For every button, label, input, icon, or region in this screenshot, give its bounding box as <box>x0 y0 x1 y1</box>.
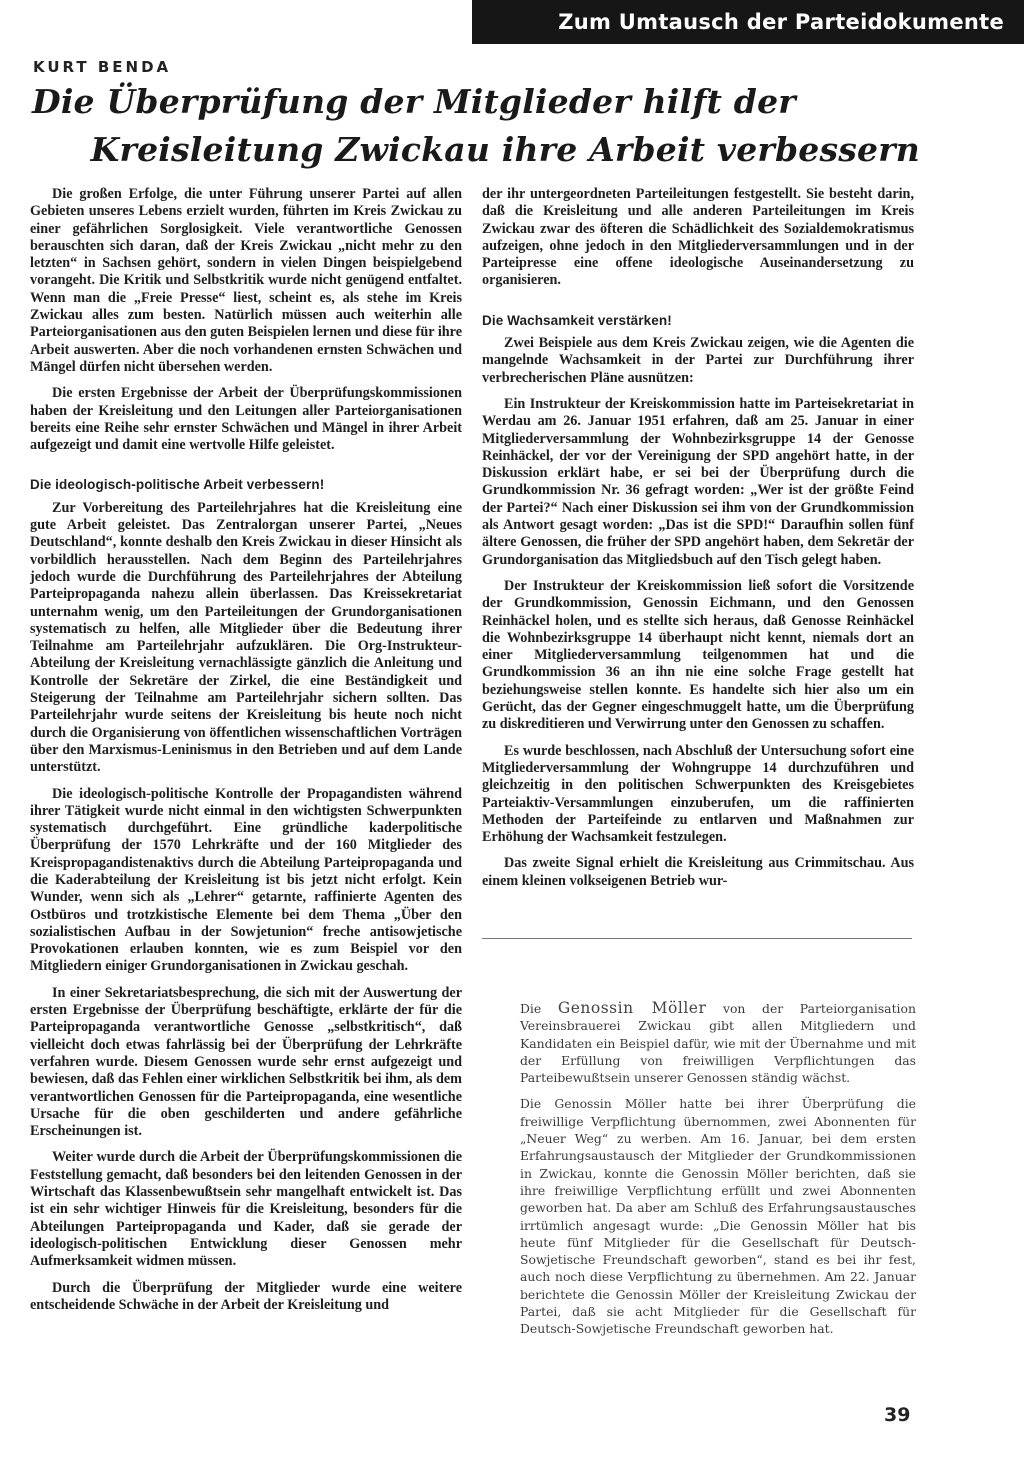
paragraph: Das zweite Signal erhielt die Kreisleitung aus Crimmitschau. Aus einem kleinen volkseigenen Betrieb wur- <box>482 855 914 889</box>
paragraph: Der Instrukteur der Kreiskommission ließ sofort die Vorsitzende der Grundkommission, Genossin Eichmann, und den Genossen Reinhäckel holen, und es stellte sich heraus, daß Genosse Reinhäckel die Wohnbezirksgruppe 14 überhaupt nicht kennt, niemals dort an einer Mitgliederversammlung teilgenommen hat und die Grundkommission 36 an ihn nie eine solche Frage gestellt hat beziehungsweise stellen konnte. Es handelte sich hier also um ein Gerücht, das der Gegner eingeschmuggelt hatte, um die Überprüfung zu diskreditieren und Verwirrung unter den Genossen zu schaffen. <box>482 577 914 733</box>
sidebar-lead-word: Die <box>520 1001 542 1016</box>
paragraph: Ein Instrukteur der Kreiskommission hatte im Parteisekretariat in Werdau am 26. Januar 1951 erfahren, daß am 25. Januar in einer Mitgliederversammlung der Wohnbezirksgruppe 14 der Genosse Reinhäckel, der vor der Vereinigung der SPD angehört hatte, in der Diskussion erklärt habe, er sei bei der Überprüfung durch die Grundkommission Nr. 36 gefragt worden: „Wer ist der größte Feind der Partei?“ Nach einer Diskussion sei ihm von der Grundkommission als Antwort gesagt worden: „Das ist die SPD!“ Daraufhin sollen fünf ältere Genossen, die früher der SPD angehört haben, dem Sekretär der Grundorganisation das Mitgliedsbuch auf den Tisch gelegt haben. <box>482 395 914 568</box>
left-column <box>30 186 462 1323</box>
paragraph: In einer Sekretariatsbesprechung, die sich mit der Auswertung der ersten Ergebnisse der Überprüfung beschäftigte, erklärte der für die Parteipropaganda verantwortliche Genosse „selbstkritisch“, daß vielleicht doch etwas fahrlässig bei der Überprüfung der Lehrkräfte verfahren wurde. Diesem Genossen wurde sehr ernst aufgezeigt und bewiesen, daß das Fehlen einer wirklichen Selbstkritik bei ihm, als dem verantwortlichen Genossen für die Parteipropaganda, eine wesentliche Ursache für die oben geschilderten und andere gefährliche Erscheinungen ist. <box>30 984 462 1140</box>
sidebar-paragraph: Die Genossin Möller hatte bei ihrer Überprüfung die freiwillige Verpflichtung übernommen, zwei Abonnenten für „Neuer Weg“ zu werben. Am 16. Januar, bei dem ersten Erfahrungsaustausch der Mitglieder der Grundkommissionen in Zwickau, konnte die Genossin Möller berichten, daß sie ihre freiwillige Verpflichtung erfüllt und zwei Abonnenten geworben hat. Da aber am Schluß des Erfahrungsaustausches irrtümlich angesagt wurde: „Die Genossin Möller hat bis heute fünf Mitglieder für die Gesellschaft für Deutsch-Sowjetische Freundschaft geworben“, stand es bei ihr fest, auch noch diese Verpflichtung zu übernehmen. Am 22. Januar berichtete die Genossin Möller der Kreisleitung Zwickau der Partei, daß sie acht Mitglieder für die Gesellschaft für Deutsch-Sowjetische Freundschaft geworben hat. <box>520 1096 916 1337</box>
sidebar-paragraph <box>520 1000 916 1086</box>
article-title-line-1: Die Überprüfung der Mitglieder hilft der <box>32 82 796 121</box>
section-heading: Die Wachsamkeit verstärken! <box>482 312 672 328</box>
sidebar-lead-name: Genossin Möller <box>557 999 707 1017</box>
sidebar-lead-text: von der Parteiorganisation Vereinsbrauerei Zwickau gibt allen Mitgliedern und Kandidaten ein Beispiel dafür, wie mit der Übernahme und mit der Erfüllung von freiwilligen Verpflichtungen das Parteibewußtsein unserer Genossen ständig wächst. <box>520 1001 916 1086</box>
column-divider <box>482 938 912 939</box>
article-title-line-2: Kreisleitung Zwickau ihre Arbeit verbessern <box>90 130 920 169</box>
paragraph: Es wurde beschlossen, nach Abschluß der Untersuchung sofort eine Mitgliederversammlung der Wohngruppe 14 durchzuführen und gleichzeitig in den politischen Schwerpunkten des Kreisgebietes Parteiaktiv-Versammlungen einzuberufen, um die raffinierten Methoden der Parteifeinde zu entlarven und Maßnahmen zur Erhöhung der Wachsamkeit festzulegen. <box>482 742 914 846</box>
section-banner: Zum Umtausch der Parteidokumente <box>472 0 1024 44</box>
paragraph: Die großen Erfolge, die unter Führung unserer Partei auf allen Gebieten unseres Lebens erzielt wurden, führten im Kreis Zwickau zu einer gefährlichen Sorglosigkeit. Viele verantwortliche Genossen berauschten sich daran, daß der Kreis Zwickau „nicht mehr zu den letzten“ in Sachsen gehört, sondern in vielen Dingen beispielgebend vorangeht. Die Kritik und Selbstkritik wurde nicht genügend entfaltet. Wenn man die „Freie Presse“ liest, scheint es, als stehe im Kreis Zwickau alles zum besten. Natürlich müssen auch weiterhin alle Parteiorganisationen aus den guten Beispielen lernen und diese für ihre Arbeit auswerten. Aber die noch vorhandenen ernsten Schwächen und Mängel dürfen nicht übersehen werden. <box>30 186 462 375</box>
section-heading: Die ideologisch-politische Arbeit verbessern! <box>30 477 325 493</box>
page-number: 39 <box>884 1404 911 1426</box>
paragraph: Die ersten Ergebnisse der Arbeit der Überprüfungskommissionen haben der Kreisleitung und den Leitungen aller Parteiorganisationen bereits eine Reihe sehr ernster Schwächen und Mängel in ihrer Arbeit aufgezeigt und damit eine wertvolle Hilfe geleistet. <box>30 385 462 454</box>
paragraph: Die ideologisch-politische Kontrolle der Propagandisten während ihrer Tätigkeit wurde nicht einmal in den wichtigsten Schwerpunkten systematisch durchgeführt. Eine gründliche kaderpolitische Überprüfung der 1570 Lehrkräfte und der 160 Mitglieder des Kreispropagandistenaktivs durch die Abteilung Parteipropaganda und die Kaderabteilung der Kreisleitung ist bis jetzt nicht erfolgt. Kein Wunder, wenn sich als „Lehrer“ getarnte, raffinierte Agenten des Ostbüros und trotzkistische Elemente bei dem Thema „Über den sozialistischen Aufbau in der Sowjetunion“ freche antisowjetische Provokationen erlauben konnten, wie es zum Beispiel vor den Mitgliedern einiger Grundorganisationen in Zwickau geschah. <box>30 785 462 975</box>
author-name: KURT BENDA <box>33 58 172 76</box>
paragraph: Zwei Beispiele aus dem Kreis Zwickau zeigen, wie die Agenten die mangelnde Wachsamkeit in der Partei zur Durchführung ihrer verbrecherischen Pläne ausnützen: <box>482 335 914 386</box>
paragraph: Weiter wurde durch die Arbeit der Überprüfungskommissionen die Feststellung gemacht, daß besonders bei den leitenden Genossen in der Wirtschaft das Klassenbewußtsein sehr mangelhaft entwickelt ist. Das ist ein sehr wichtiger Hinweis für die Kreisleitung, besonders für die Abteilungen Parteipropaganda und Kader, daß sie gerade der ideologisch-politischen Entwicklung dieser Genossen mehr Aufmerksamkeit widmen müssen. <box>30 1149 462 1270</box>
right-column <box>482 186 914 899</box>
sidebar-box <box>520 1000 916 1347</box>
paragraph: Durch die Überprüfung der Mitglieder wurde eine weitere entscheidende Schwäche in der Arbeit der Kreisleitung und <box>30 1279 462 1313</box>
paragraph: der ihr untergeordneten Parteileitungen festgestellt. Sie besteht darin, daß die Kreisleitung und alle anderen Parteileitungen im Kreis Zwickau zwar des öfteren die Schädlichkeit des Sozialdemokratismus aufzeigen, ohne jedoch in den Mitgliederversammlungen und in der Parteipresse eine offene ideologische Auseinandersetzung zu organisieren. <box>482 186 914 289</box>
paragraph: Zur Vorbereitung des Parteilehrjahres hat die Kreisleitung eine gute Arbeit geleistet. Das Zentralorgan unserer Partei, „Neues Deutschland“, konnte deshalb den Kreis Zwickau in dieser Hinsicht als vorbildlich herausstellen. Nach dem Beginn des Parteilehrjahres jedoch wurde die Durchführung des Parteilehrjahres der Abteilung Parteipropaganda nahezu allein überlassen. Das Kreissekretariat unternahm wenig, um den Parteileitungen der Grundorganisationen systematisch zu helfen, alle Mitglieder über die Bedeutung ihrer Teilnahme am Parteilehrjahr aufzuklären. Die Org-Instrukteur-Abteilung der Kreisleitung vernachlässigte gänzlich die Anleitung und Kontrolle der Sekretäre der Zirkel, die eine Beständigkeit und Steigerung der Teilnahme am Parteilehrjahr sichern sollten. Das Parteilehrjahr wurde seitens der Kreisleitung bis heute noch nicht durch die Organisierung von öffentlichen wissenschaftlichen Vorträgen über den Marxismus-Leninismus in den Betrieben und auf dem Lande unterstützt. <box>30 499 462 776</box>
